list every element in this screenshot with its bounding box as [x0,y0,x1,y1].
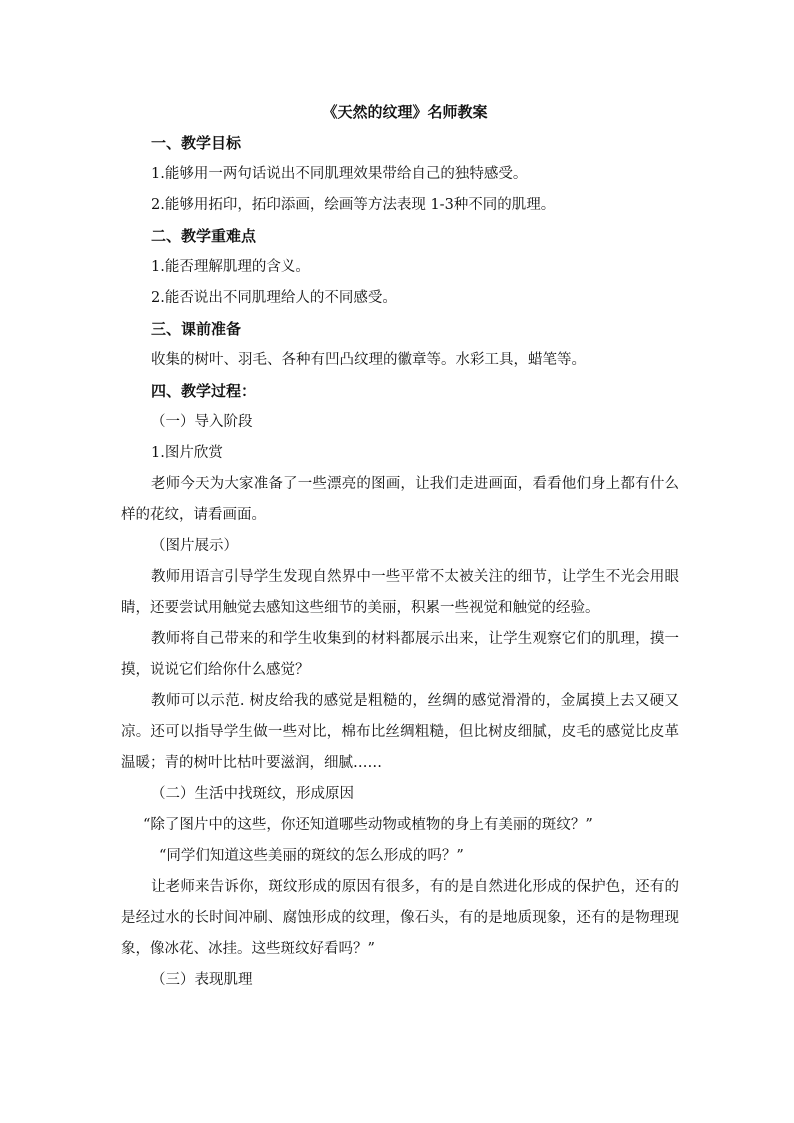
paragraph-demonstration: 教师可以示范. 树皮给我的感觉是粗糙的，丝绸的感觉滑滑的，金属摸上去又硬又凉。还可以指导学生做一些对比，棉布比丝绸粗糙，但比树皮细腻，皮毛的感觉比皮革温暖；青的树叶比枯叶要滋润，细腻…… [121,693,679,771]
section-heading-key-points: 二、教学重难点 [151,227,257,245]
paragraph-teacher-intro: 老师今天为大家准备了一些漂亮的图画，让我们走进画面，看看他们身上都有什么样的花纹，请看画面。 [121,476,679,523]
section-heading-preparation: 三、课前准备 [151,320,242,338]
key-point-item-1: 1.能否理解肌理的含义。 [151,259,310,275]
subsection-heading-intro: （一）导入阶段 [151,414,253,430]
document-title: 《天然的纹理》名师教案 [322,103,488,121]
objective-item-2: 2.能够用拓印，拓印添画，绘画等方法表现 1-3种不同的肌理。 [151,197,556,213]
key-point-item-2: 2.能否说出不同肌理给人的不同感受。 [151,290,397,306]
subsection-heading-patterns: （二）生活中找斑纹，形成原因 [151,786,354,802]
preparation-text: 收集的树叶、羽毛、各种有凹凸纹理的徽章等。水彩工具，蜡笔等。 [151,352,586,368]
question-1: “除了图片中的这些，你还知道哪些动物或植物的身上有美丽的斑纹？” [143,817,593,833]
paragraph-image-show: （图片展示） [151,538,238,554]
intro-item-1: 1.图片欣赏 [151,445,223,461]
section-heading-objectives: 一、教学目标 [151,134,242,152]
paragraph-guidance: 教师用语言引导学生发现自然界中一些平常不太被关注的细节，让学生不光会用眼睛，还要尝试用触觉去感知这些细节的美丽，积累一些视觉和触觉的经验。 [121,569,679,616]
paragraph-materials: 教师将自己带来的和学生收集到的材料都展示出来，让学生观察它们的肌理，摸一摸，说说它们给你什么感觉？ [121,631,679,678]
subsection-heading-express-texture: （三）表现肌理 [151,972,253,988]
paragraph-pattern-causes: 让老师来告诉你，斑纹形成的原因有很多，有的是自然进化形成的保护色，还有的是经过水的长时间冲刷、腐蚀形成的纹理，像石头，有的是地质现象，还有的是物理现象，像冰花、冰挂。这些斑纹好看吗？” [121,879,679,957]
document-body [121,100,679,996]
question-2: “同学们知道这些美丽的斑纹的怎么形成的吗？” [159,848,464,864]
section-heading-process: 四、教学过程： [151,382,257,400]
objective-item-1: 1.能够用一两句话说出不同肌理效果带给自己的独特感受。 [151,166,528,182]
